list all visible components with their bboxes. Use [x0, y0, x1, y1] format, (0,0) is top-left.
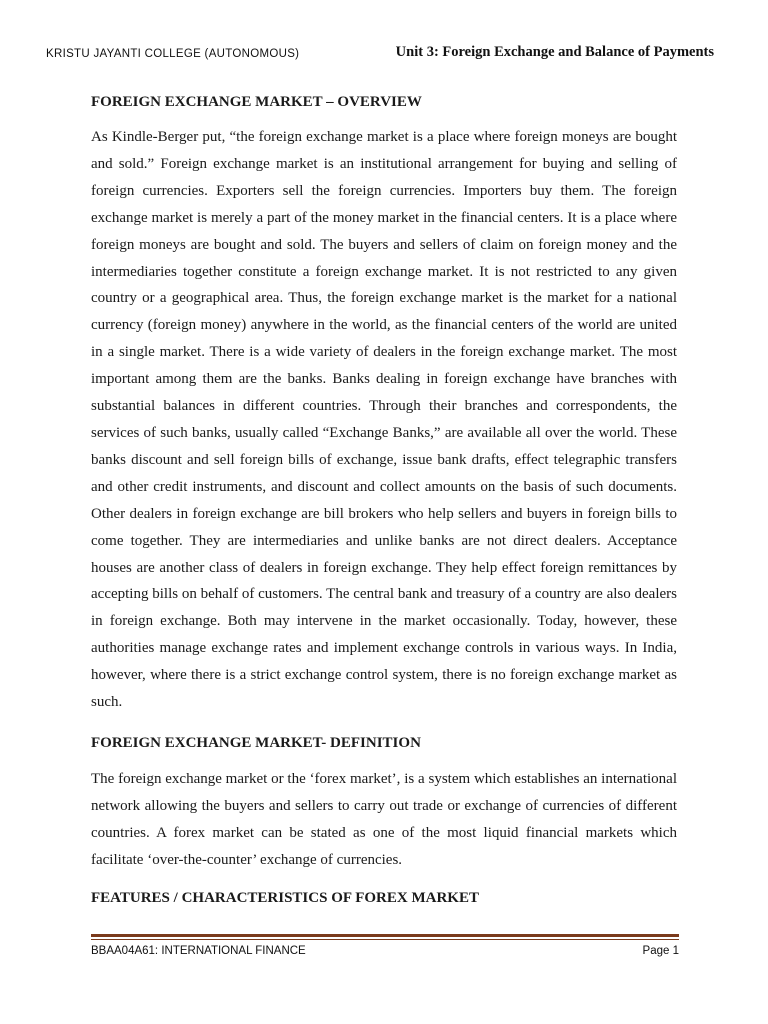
- document-body: [91, 90, 677, 910]
- header-institution: KRISTU JAYANTI COLLEGE (AUTONOMOUS): [46, 48, 300, 60]
- header-unit-title: Unit 3: Foreign Exchange and Balance of Payments: [395, 44, 714, 60]
- footer-divider-thin: [91, 939, 679, 940]
- page-header: [46, 44, 722, 66]
- footer-page-number: Page 1: [642, 945, 679, 957]
- paragraph-definition: The foreign exchange market or the ‘forex market’, is a system which establishes an international network allowing the buyers and sellers to carry out trade or exchange of currencies of different countries. A forex market can be stated as one of the most liquid financial markets which facilitate ‘over-the-counter’ exchange of currencies.: [91, 770, 677, 868]
- footer-divider: [91, 934, 679, 940]
- page-footer: [91, 945, 679, 961]
- section-heading-overview: FOREIGN EXCHANGE MARKET – OVERVIEW: [91, 94, 422, 110]
- footer-divider-thick: [91, 934, 679, 937]
- footer-course: BBAA04A61: INTERNATIONAL FINANCE: [91, 945, 306, 957]
- paragraph-overview: As Kindle-Berger put, “the foreign exchange market is a place where foreign moneys are bought and sold.” Foreign exchange market is an institutional arrangement for buying and selling of foreign currencies. Exporters sell the foreign currencies. Importers buy them. The foreign exchange market is merely a part of the money market in the financial centers. It is a place where foreign moneys are bought and sold. The buyers and sellers of claim on foreign money and the intermediaries together constitute a foreign exchange market. It is not restricted to any given country or a geographical area. Thus, the foreign exchange market is the market for a national currency (foreign money) anywhere in the world, as the financial centers of the world are united in a single market. There is a wide variety of dealers in the foreign exchange market. The most important among them are the banks. Banks dealing in foreign exchange have branches with substantial balances in different countries. Through their branches and correspondents, the services of such banks, usually called “Exchange Banks,” are available all over the world. These banks discount and sell foreign bills of exchange, issue bank drafts, effect telegraphic transfers and other credit instruments, and discount and collect amounts on the basis of such documents. Other dealers in foreign exchange are bill brokers who help sellers and buyers in foreign bills to come together. They are intermediaries and unlike banks are not direct dealers. Acceptance houses are another class of dealers in foreign exchange. They help effect foreign remittances by accepting bills on behalf of customers. The central bank and treasury of a country are also dealers in foreign exchange. Both may intervene in the market occasionally. Today, however, these authorities manage exchange rates and implement exchange controls in various ways. In India, however, where there is a strict exchange control system, there is no foreign exchange market as such.: [91, 129, 677, 711]
- section-heading-features: FEATURES / CHARACTERISTICS OF FOREX MARKET: [91, 889, 479, 906]
- section-heading-definition: FOREIGN EXCHANGE MARKET- DEFINITION: [91, 734, 421, 751]
